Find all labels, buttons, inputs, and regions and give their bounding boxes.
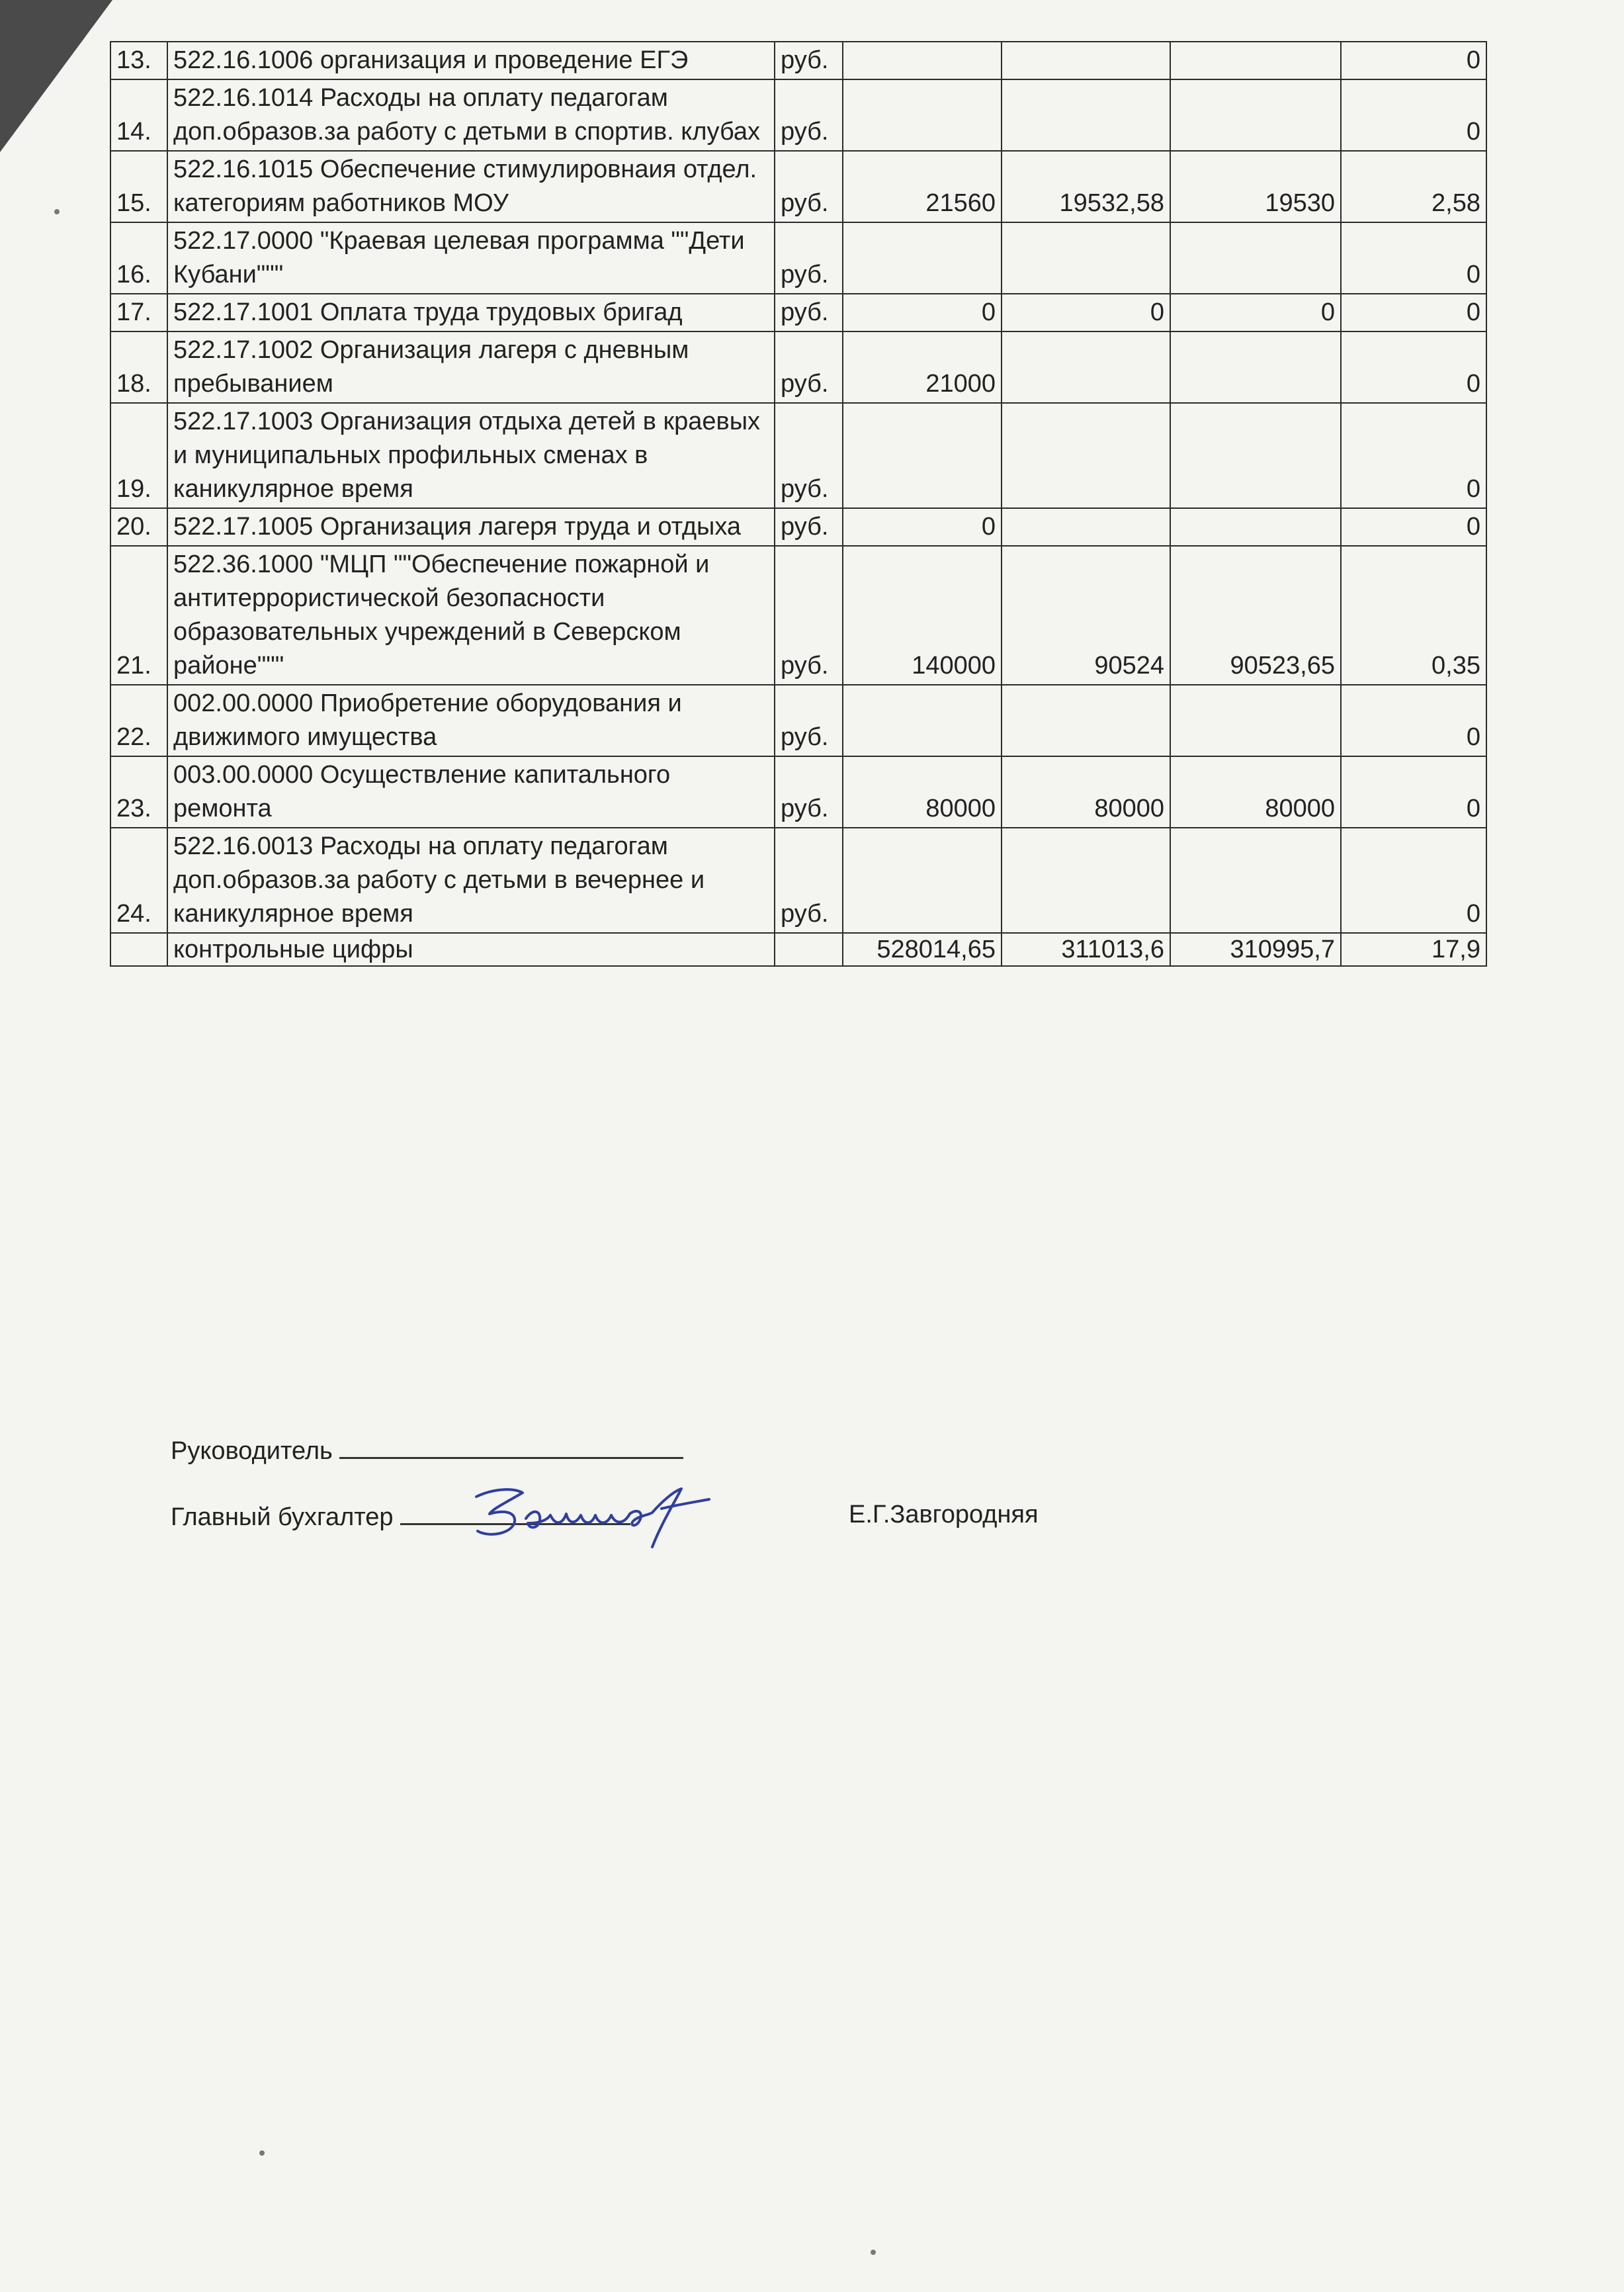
row-number: 24.: [110, 828, 167, 933]
row-description: контрольные цифры: [167, 933, 775, 966]
row-received-value: [1002, 828, 1170, 933]
row-received-value: 311013,6: [1002, 933, 1170, 966]
row-description: 522.17.1001 Оплата труда трудовых бригад: [167, 294, 775, 331]
row-spent-value: [1170, 79, 1341, 151]
row-remainder-value: 0: [1341, 685, 1486, 756]
table-row: [110, 828, 1486, 933]
table-row: [110, 685, 1486, 756]
table-row: [110, 79, 1486, 151]
director-signature-line: [171, 1434, 683, 1466]
handwritten-signature: [463, 1482, 714, 1555]
row-unit: руб.: [775, 828, 843, 933]
row-description: 522.16.0013 Расходы на оплату педагогам доп.образов.за работу с детьми в вечернее и каникулярное время: [167, 828, 775, 933]
row-remainder-value: 17,9: [1341, 933, 1486, 966]
row-unit: руб.: [775, 79, 843, 151]
scan-speck: [871, 2250, 876, 2255]
row-received-value: [1002, 685, 1170, 756]
row-spent-value: [1170, 331, 1341, 403]
row-unit: руб.: [775, 151, 843, 222]
row-unit: руб.: [775, 403, 843, 508]
row-plan-value: 0: [843, 294, 1002, 331]
row-plan-value: [843, 828, 1002, 933]
row-unit: руб.: [775, 756, 843, 828]
row-spent-value: [1170, 222, 1341, 294]
row-spent-value: [1170, 403, 1341, 508]
row-spent-value: [1170, 42, 1341, 79]
row-spent-value: 19530: [1170, 151, 1341, 222]
row-number: 15.: [110, 151, 167, 222]
row-plan-value: 21000: [843, 331, 1002, 403]
row-plan-value: 140000: [843, 546, 1002, 685]
row-description: 522.17.0000 "Краевая целевая программа ""Дети Кубани""": [167, 222, 775, 294]
row-description: 522.17.1003 Организация отдыха детей в краевых и муниципальных профильных сменах в каникулярное время: [167, 403, 775, 508]
table-row: [110, 546, 1486, 685]
row-received-value: [1002, 79, 1170, 151]
row-number: 16.: [110, 222, 167, 294]
row-spent-value: 90523,65: [1170, 546, 1341, 685]
row-unit: руб.: [775, 508, 843, 546]
row-remainder-value: 0: [1341, 508, 1486, 546]
row-number: 23.: [110, 756, 167, 828]
row-description: 522.17.1002 Организация лагеря с дневным пребыванием: [167, 331, 775, 403]
row-unit: руб.: [775, 331, 843, 403]
row-plan-value: 528014,65: [843, 933, 1002, 966]
row-description: 522.16.1014 Расходы на оплату педагогам доп.образов.за работу с детьми в спортив. клубах: [167, 79, 775, 151]
row-received-value: [1002, 331, 1170, 403]
director-label: Руководитель: [171, 1437, 333, 1465]
table-row: [110, 42, 1486, 79]
table-body: [110, 42, 1486, 966]
row-number: 19.: [110, 403, 167, 508]
row-spent-value: [1170, 508, 1341, 546]
row-description: 003.00.0000 Осуществление капитального ремонта: [167, 756, 775, 828]
scan-speck: [259, 2150, 265, 2156]
row-received-value: [1002, 508, 1170, 546]
total-row: [110, 933, 1486, 966]
director-signature-blank: [339, 1434, 683, 1459]
table-row: [110, 331, 1486, 403]
row-description: 522.16.1006 организация и проведение ЕГЭ: [167, 42, 775, 79]
row-received-value: 90524: [1002, 546, 1170, 685]
table-row: [110, 508, 1486, 546]
row-remainder-value: 0: [1341, 294, 1486, 331]
row-unit: руб.: [775, 42, 843, 79]
row-remainder-value: 0: [1341, 331, 1486, 403]
row-plan-value: [843, 222, 1002, 294]
row-number: 20.: [110, 508, 167, 546]
row-received-value: 0: [1002, 294, 1170, 331]
row-number: 17.: [110, 294, 167, 331]
scan-corner-shadow: [0, 0, 112, 152]
row-remainder-value: 0: [1341, 222, 1486, 294]
row-remainder-value: 0: [1341, 756, 1486, 828]
row-plan-value: [843, 79, 1002, 151]
table-row: [110, 403, 1486, 508]
row-remainder-value: 2,58: [1341, 151, 1486, 222]
scan-speck: [54, 209, 60, 214]
row-remainder-value: 0: [1341, 79, 1486, 151]
accountant-label: Главный бухгалтер: [171, 1503, 394, 1531]
row-plan-value: [843, 685, 1002, 756]
row-number: [110, 933, 167, 966]
budget-table: [110, 41, 1487, 967]
row-remainder-value: 0: [1341, 42, 1486, 79]
row-plan-value: 80000: [843, 756, 1002, 828]
row-unit: руб.: [775, 294, 843, 331]
row-number: 14.: [110, 79, 167, 151]
row-spent-value: [1170, 828, 1341, 933]
row-spent-value: [1170, 685, 1341, 756]
row-number: 22.: [110, 685, 167, 756]
row-remainder-value: 0: [1341, 828, 1486, 933]
row-plan-value: [843, 42, 1002, 79]
row-description: 522.17.1005 Организация лагеря труда и отдыха: [167, 508, 775, 546]
row-number: 21.: [110, 546, 167, 685]
row-description: 522.16.1015 Обеспечение стимулировнаия отдел. категориям работников МОУ: [167, 151, 775, 222]
row-unit: [775, 933, 843, 966]
row-received-value: [1002, 222, 1170, 294]
row-received-value: 19532,58: [1002, 151, 1170, 222]
row-spent-value: 0: [1170, 294, 1341, 331]
row-unit: руб.: [775, 222, 843, 294]
row-spent-value: 310995,7: [1170, 933, 1341, 966]
row-remainder-value: 0,35: [1341, 546, 1486, 685]
row-remainder-value: 0: [1341, 403, 1486, 508]
row-spent-value: 80000: [1170, 756, 1341, 828]
row-unit: руб.: [775, 546, 843, 685]
table-row: [110, 222, 1486, 294]
row-plan-value: [843, 403, 1002, 508]
accountant-name: Е.Г.Завгородняя: [849, 1501, 1039, 1528]
row-description: 002.00.0000 Приобретение оборудования и движимого имущества: [167, 685, 775, 756]
table-row: [110, 756, 1486, 828]
row-unit: руб.: [775, 685, 843, 756]
row-number: 13.: [110, 42, 167, 79]
row-description: 522.36.1000 "МЦП ""Обеспечение пожарной и антитеррористической безопасности образовательных учреждений в Северском районе""": [167, 546, 775, 685]
table-row: [110, 294, 1486, 331]
row-plan-value: 0: [843, 508, 1002, 546]
row-received-value: [1002, 403, 1170, 508]
row-number: 18.: [110, 331, 167, 403]
row-received-value: 80000: [1002, 756, 1170, 828]
row-plan-value: 21560: [843, 151, 1002, 222]
table-row: [110, 151, 1486, 222]
row-received-value: [1002, 42, 1170, 79]
